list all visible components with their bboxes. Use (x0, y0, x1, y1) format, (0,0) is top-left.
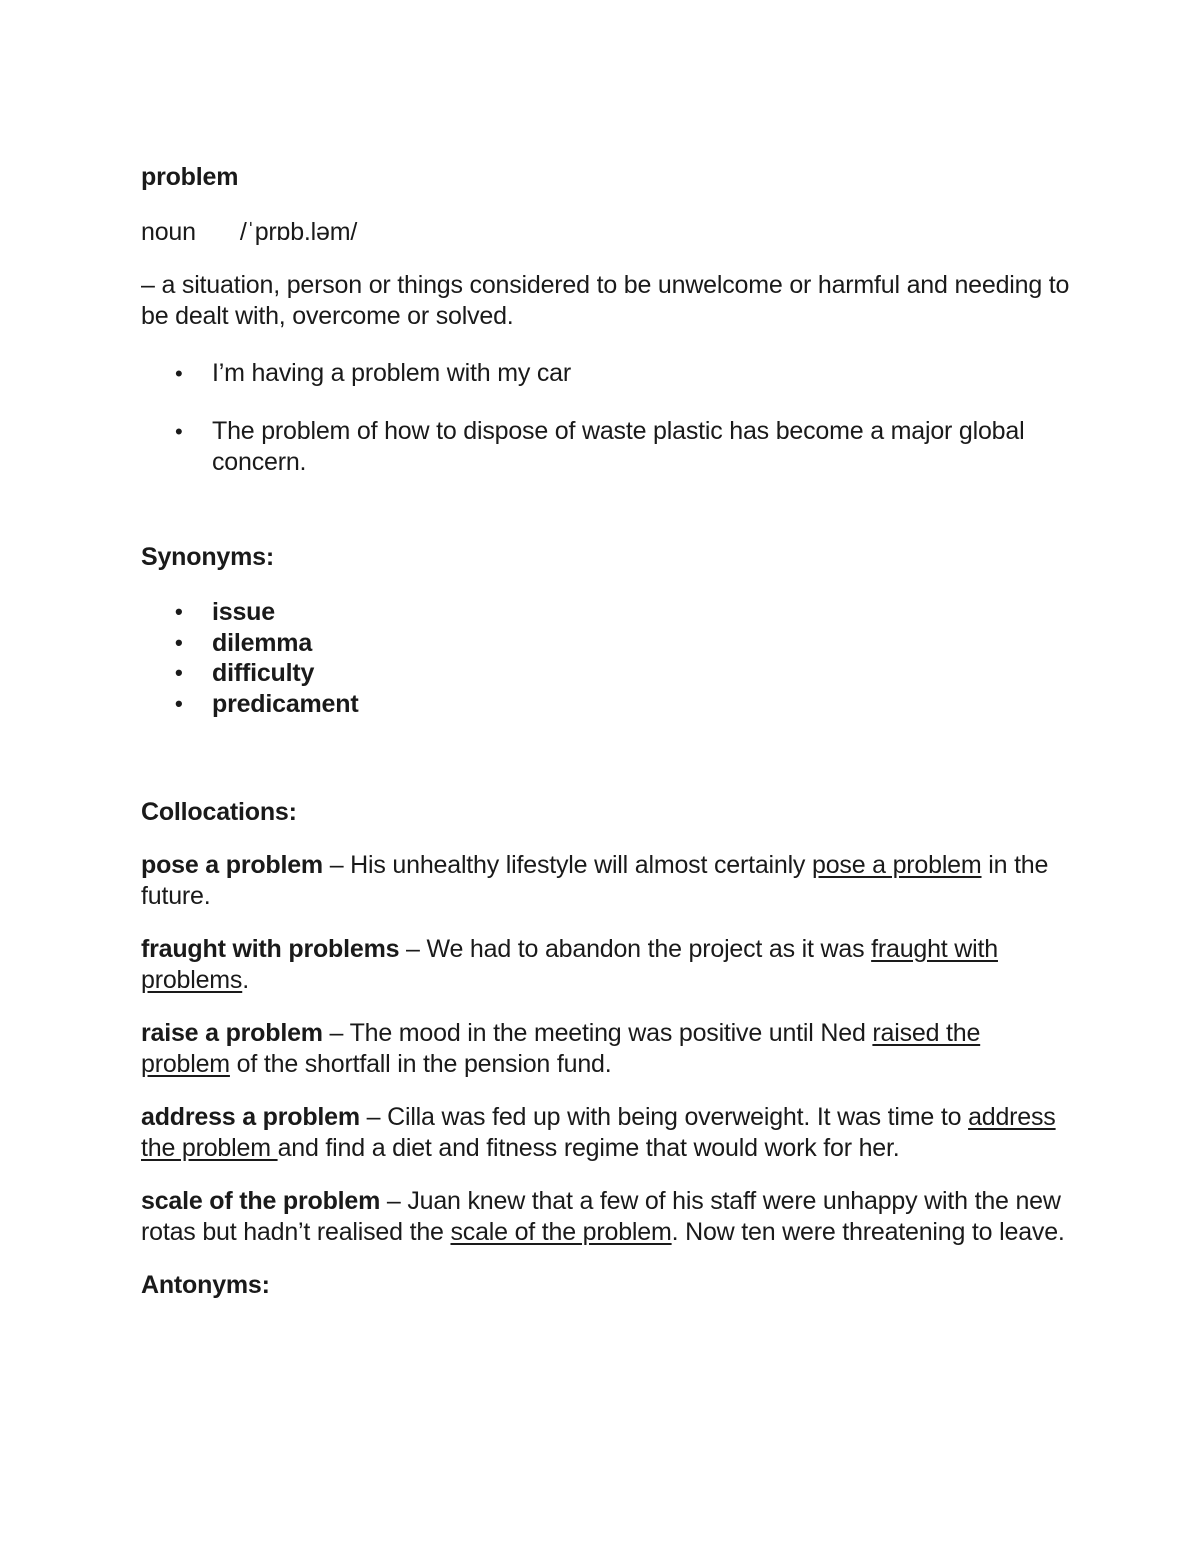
collocation-example-underlined: address the problem (141, 1103, 1056, 1162)
synonym-list (141, 597, 1071, 719)
collocation-example-underlined: fraught with problems (141, 935, 998, 994)
document-page (141, 162, 1071, 1301)
bullet-icon: • (175, 361, 183, 386)
collocation-term: fraught with problems (141, 935, 400, 963)
collocation-example-before: His unhealthy lifestyle will almost certainly (350, 851, 812, 879)
example-item (141, 358, 1071, 389)
bullet-icon: • (175, 419, 183, 444)
collocation-example-after: . (242, 966, 249, 994)
synonym-text: dilemma (212, 628, 313, 657)
collocation-example-underlined: scale of the problem (450, 1218, 672, 1246)
example-item (141, 416, 1071, 478)
synonym-item (141, 658, 1071, 689)
synonym-text: difficulty (212, 659, 315, 687)
bullet-icon: • (175, 599, 183, 624)
collocation-entry (141, 1186, 1071, 1248)
definition: – a situation, person or things considered to be unwelcome or harmful and needing to be dealt with, overcome or solved. (141, 271, 1070, 330)
part-of-speech: noun (141, 218, 196, 246)
antonyms-heading: Antonyms: (141, 1271, 270, 1299)
collocation-example-before: Cilla was fed up with being overweight. It was time to (387, 1103, 969, 1131)
collocation-example-before: Juan knew that a few of his staff were unhappy with the new rotas but hadn’t realised the (141, 1187, 1061, 1246)
example-text: I’m having a problem with my car (212, 359, 572, 387)
collocation-dash: – (399, 935, 427, 963)
collocation-example-underlined: pose a problem (811, 851, 982, 879)
collocation-example-before: The mood in the meeting was positive until Ned (349, 1019, 873, 1047)
collocation-entry (141, 934, 1071, 996)
collocation-example-before: We had to abandon the project as it was (426, 935, 872, 963)
collocation-entry (141, 1018, 1071, 1080)
synonym-text: predicament (212, 689, 359, 718)
collocation-term: pose a problem (141, 851, 323, 879)
pronunciation: /ˈprɒb.ləm/ (239, 218, 358, 246)
synonym-item (141, 597, 1071, 628)
synonym-text: issue (212, 598, 275, 626)
synonym-item (141, 689, 1071, 720)
collocation-example-after: of the shortfall in the pension fund. (229, 1050, 612, 1078)
collocation-dash: – (322, 1019, 350, 1047)
collocation-example-after: in the future. (141, 851, 1049, 910)
collocation-term: raise a problem (141, 1019, 323, 1047)
part-of-speech-line (141, 217, 1071, 248)
bullet-icon: • (175, 690, 183, 716)
synonym-item (141, 628, 1071, 659)
collocation-term: scale of the problem (141, 1187, 381, 1215)
collocation-dash: – (359, 1103, 388, 1131)
collocation-example-after: and find a diet and fitness regime that would work for her. (277, 1134, 900, 1162)
collocation-dash: – (380, 1187, 408, 1215)
collocations-heading: Collocations: (141, 798, 297, 826)
synonyms-heading: Synonyms: (141, 543, 274, 571)
collocation-example-underlined: raised the problem (141, 1019, 981, 1078)
example-list (141, 358, 1071, 478)
headword: problem (141, 163, 239, 191)
collocation-term: address a problem (141, 1103, 360, 1131)
collocation-example-after: . Now ten were threatening to leave. (671, 1218, 1065, 1246)
collocation-entry (141, 850, 1071, 912)
example-text: The problem of how to dispose of waste plastic has become a major global concern. (212, 417, 1025, 476)
collocation-dash: – (322, 851, 351, 879)
bullet-icon: • (175, 660, 183, 685)
bullet-icon: • (175, 629, 183, 655)
collocation-entry (141, 1102, 1071, 1164)
